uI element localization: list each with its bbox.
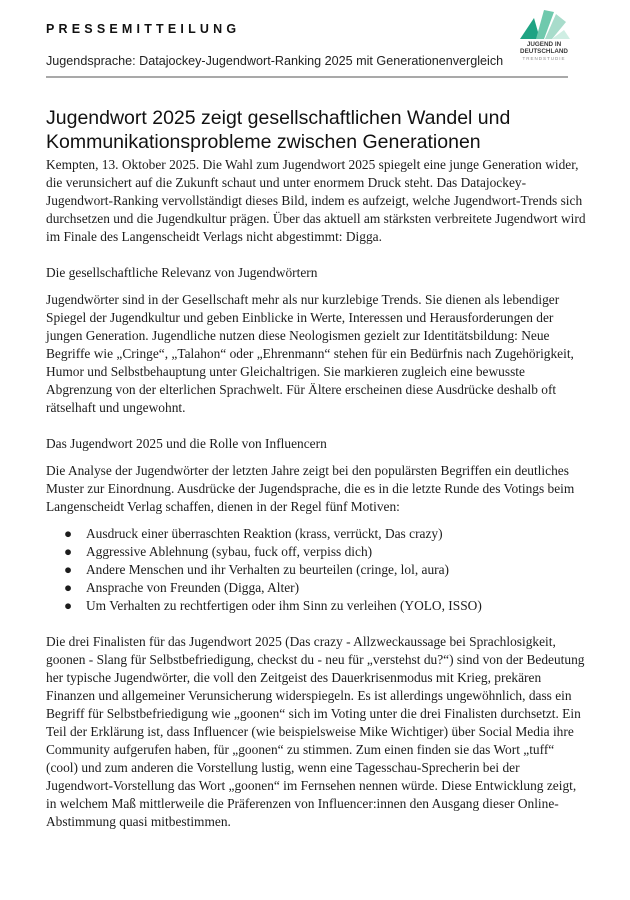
list-item: ● Um Verhalten zu rechtfertigen oder ihm Sinn zu verleihen (YOLO, ISSO) [64, 598, 482, 613]
motives-list [46, 525, 586, 615]
section-paragraph: Die Analyse der Jugendwörter der letzten Jahre zeigt bei den populärsten Begriffen ein deutliches Muster zur Einordnung. Ausdrücke der Jugendsprache, die es in die letzte Runde des Votings beim Langenscheidt Verlag schaffen, dienen in der Regel fünf Motiven: [46, 463, 575, 514]
bullet-icon: ● [64, 580, 73, 595]
logo-text: JUGEND IN DEUTSCHLAND TRENDSTUDIE [520, 41, 568, 61]
bullet-icon: ● [64, 544, 73, 559]
section-heading: Die gesellschaftliche Relevanz von Jugendwörtern [46, 265, 318, 280]
header-divider [46, 76, 568, 78]
logo-fan-icon [514, 8, 574, 42]
document-kicker: PRESSEMITTEILUNG [46, 22, 241, 36]
bullet-icon: ● [64, 526, 73, 541]
section-heading: Das Jugendwort 2025 und die Rolle von Influencern [46, 436, 327, 451]
document-subtitle: Jugendsprache: Datajockey-Jugendwort-Ranking 2025 mit Generationenvergleich [46, 54, 504, 68]
section-paragraph: Jugendwörter sind in der Gesellschaft mehr als nur kurzlebige Trends. Sie dienen als lebendiger Spiegel der Jugendkultur und geben Einblicke in Werte, Interessen und Herausforderungen der jungen Generation. Jugendliche nutzen diese Neologismen gezielt zur Identitätsbildung: Neue Begriffe wie „Cringe“, „Talahon“ oder „Ehrenmann“ stehen für ein Bedürfnis nach Zugehörigkeit, Humor und Selbstbehauptung unter Gleichaltrigen. Sie markieren zugleich eine bewusste Abgrenzung von der elterlichen Sprachwelt. Für Ältere erscheinen diese Ausdrücke deshalb oft rätselhaft und ungewohnt. [46, 292, 574, 415]
bullet-icon: ● [64, 562, 73, 577]
bullet-icon: ● [64, 598, 73, 613]
closing-paragraph: Die drei Finalisten für das Jugendwort 2025 (Das crazy - Allzweckaussage bei Sprachlosigkeit, goonen - Slang für Selbstbefriedigung, checkst du - neu für „verstehst du?“) sind von der Bedeutung her typische Jugendwörter, die voll den Zeitgeist des Dauerkrisenmodus mit Krieg, prekären Finanzen und allgemeiner Verunsicherung widerspiegeln. Es ist allerdings ungewöhnlich, dass ein Begriff für Selbstbefriedigung wie „goonen“ sich im Voting unter die drei Finalisten durchsetzt. Ein Teil der Erklärung ist, dass Influencer (wie beispielsweise Mike Wichtiger) über Social Media ihre Community aufgerufen haben, für „goonen“ zu stimmen. Zum einen finden sie das Wort „tuff“ (cool) und zum anderen die Vorstellung lustig, wenn eine Tagesschau-Sprecherin bei der Jugendwort-Vorstellung das Wort „goonen“ im Fernsehen nennen würde. Diese Entwicklung zeigt, in welchem Maß mittlerweile die Präferenzen von Influencer:innen den Ausgang dieser Online-Abstimmung quasi mitbestimmen. [46, 634, 585, 829]
intro-paragraph: Kempten, 13. Oktober 2025. Die Wahl zum Jugendwort 2025 spiegelt eine junge Generation wider, die verunsichert auf die Zukunft schaut und unter enormem Druck steht. Das Datajockey-Jugendwort-Ranking vervollständigt dieses Bild, indem es aufzeigt, welche Jugendwort-Trends sich durchsetzen und die Jugendkultur prägen. Über das aktuell am stärksten verbreitete Jugendwort wird im Finale des Langenscheidt Verlags nicht abgestimmt: Digga. [46, 157, 586, 244]
list-item: ● Andere Menschen und ihr Verhalten zu beurteilen (cringe, lol, aura) [64, 562, 450, 577]
jugend-in-deutschland-logo [514, 8, 574, 70]
list-item: ● Ansprache von Freunden (Digga, Alter) [64, 580, 300, 595]
list-item: ● Aggressive Ablehnung (sybau, fuck off, verpiss dich) [64, 544, 373, 559]
page-title: Jugendwort 2025 zeigt gesellschaftlichen Wandel und Kommunikationsprobleme zwischen Generationen [46, 107, 511, 153]
list-item: ● Ausdruck einer überraschten Reaktion (krass, verrückt, Das crazy) [64, 526, 443, 541]
document-body [46, 156, 586, 849]
